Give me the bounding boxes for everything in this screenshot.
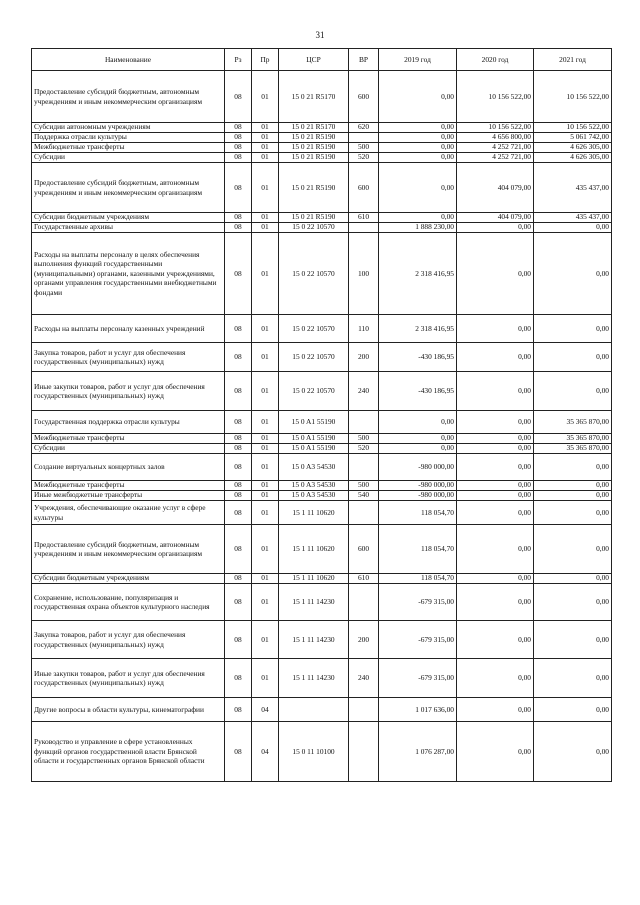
cell-name: Государственная поддержка отрасли культуры	[32, 411, 225, 434]
cell-vr: 240	[349, 372, 379, 411]
cell-rz: 08	[225, 621, 252, 659]
column-header-pr: Пр	[252, 49, 279, 71]
cell-name: Межбюджетные трансферты	[32, 434, 225, 444]
cell-rz: 08	[225, 584, 252, 621]
column-header-2021: 2021 год	[534, 49, 612, 71]
table-row	[32, 584, 612, 621]
cell-2019: 0,00	[379, 153, 457, 163]
cell-2021: 0,00	[534, 372, 612, 411]
cell-pr: 01	[252, 153, 279, 163]
cell-rz: 08	[225, 501, 252, 525]
cell-csr: 15 0 21 R5190	[279, 143, 349, 153]
cell-csr: 15 0 A1 55190	[279, 411, 349, 434]
cell-2020: 10 156 522,00	[457, 71, 534, 123]
table-row	[32, 698, 612, 722]
cell-2021: 0,00	[534, 584, 612, 621]
cell-2021: 4 626 305,00	[534, 153, 612, 163]
cell-rz: 08	[225, 143, 252, 153]
cell-vr: 500	[349, 481, 379, 491]
cell-name: Субсидии бюджетным учреждениям	[32, 574, 225, 584]
cell-2019: -679 315,00	[379, 621, 457, 659]
cell-vr	[349, 501, 379, 525]
cell-2020: 0,00	[457, 501, 534, 525]
cell-pr: 01	[252, 501, 279, 525]
budget-table	[31, 48, 612, 782]
cell-pr: 01	[252, 574, 279, 584]
cell-vr: 500	[349, 143, 379, 153]
table-row	[32, 525, 612, 574]
cell-2019: 0,00	[379, 411, 457, 434]
cell-csr: 15 0 21 R5190	[279, 163, 349, 213]
cell-rz: 08	[225, 411, 252, 434]
table-row	[32, 411, 612, 434]
cell-csr: 15 0 A3 54530	[279, 481, 349, 491]
cell-2021: 0,00	[534, 501, 612, 525]
table-row	[32, 123, 612, 133]
cell-name: Иные межбюджетные трансферты	[32, 491, 225, 501]
cell-name: Государственные архивы	[32, 223, 225, 233]
cell-name: Сохранение, использование, популяризация и государственная охрана объектов культурного наследия	[32, 584, 225, 621]
cell-rz: 08	[225, 722, 252, 782]
table-row	[32, 621, 612, 659]
cell-rz: 08	[225, 343, 252, 372]
cell-2019: 1 888 230,00	[379, 223, 457, 233]
cell-vr: 500	[349, 434, 379, 444]
cell-vr: 600	[349, 163, 379, 213]
cell-2021: 0,00	[534, 454, 612, 481]
cell-2019: 2 318 416,95	[379, 315, 457, 343]
cell-csr: 15 1 11 10620	[279, 574, 349, 584]
cell-2020: 0,00	[457, 444, 534, 454]
cell-name: Субсидии бюджетным учреждениям	[32, 213, 225, 223]
cell-csr: 15 0 21 R5190	[279, 133, 349, 143]
cell-pr: 01	[252, 123, 279, 133]
cell-name: Расходы на выплаты персоналу казенных учреждений	[32, 315, 225, 343]
cell-pr: 01	[252, 223, 279, 233]
table-row	[32, 163, 612, 213]
cell-vr: 110	[349, 315, 379, 343]
column-header-csr: ЦСР	[279, 49, 349, 71]
cell-pr: 01	[252, 525, 279, 574]
cell-2020: 0,00	[457, 584, 534, 621]
cell-rz: 08	[225, 698, 252, 722]
cell-name: Субсидии	[32, 444, 225, 454]
cell-csr: 15 1 11 14230	[279, 621, 349, 659]
cell-csr: 15 0 A1 55190	[279, 444, 349, 454]
cell-2021: 10 156 522,00	[534, 71, 612, 123]
cell-name: Иные закупки товаров, работ и услуг для обеспечения государственных (муниципальных) нужд	[32, 372, 225, 411]
table-row	[32, 434, 612, 444]
cell-csr: 15 0 A3 54530	[279, 491, 349, 501]
cell-vr: 600	[349, 71, 379, 123]
column-header-vr: ВР	[349, 49, 379, 71]
table-row	[32, 343, 612, 372]
cell-name: Расходы на выплаты персоналу в целях обеспечения выполнения функций государственными (муниципальными) органами, казенными учреждениями, органами управления государственными внебюджетными фондами	[32, 233, 225, 315]
cell-name: Субсидии	[32, 153, 225, 163]
cell-2020: 0,00	[457, 621, 534, 659]
cell-name: Предоставление субсидий бюджетным, автономным учреждениям и иным некоммерческим организациям	[32, 163, 225, 213]
cell-2019: -980 000,00	[379, 481, 457, 491]
cell-2020: 0,00	[457, 454, 534, 481]
cell-pr: 01	[252, 454, 279, 481]
cell-vr: 100	[349, 233, 379, 315]
cell-2021: 0,00	[534, 574, 612, 584]
cell-rz: 08	[225, 223, 252, 233]
table-body	[32, 71, 612, 782]
cell-2019: 0,00	[379, 143, 457, 153]
cell-2020: 404 079,00	[457, 163, 534, 213]
cell-vr	[349, 411, 379, 434]
table-row	[32, 444, 612, 454]
cell-name: Учреждения, обеспечивающие оказание услуг в сфере культуры	[32, 501, 225, 525]
column-header-2020: 2020 год	[457, 49, 534, 71]
cell-2019: 1 017 636,00	[379, 698, 457, 722]
column-header-name: Наименование	[32, 49, 225, 71]
cell-rz: 08	[225, 123, 252, 133]
cell-2019: 2 318 416,95	[379, 233, 457, 315]
cell-pr: 01	[252, 233, 279, 315]
table-row	[32, 722, 612, 782]
cell-csr: 15 0 21 R5190	[279, 213, 349, 223]
cell-vr: 610	[349, 574, 379, 584]
column-header-2019: 2019 год	[379, 49, 457, 71]
cell-csr: 15 0 22 10570	[279, 233, 349, 315]
cell-2020: 0,00	[457, 491, 534, 501]
cell-pr: 01	[252, 372, 279, 411]
table-row	[32, 491, 612, 501]
cell-2020: 0,00	[457, 343, 534, 372]
cell-2019: 0,00	[379, 434, 457, 444]
cell-2021: 35 365 870,00	[534, 434, 612, 444]
cell-2019: 118 054,70	[379, 501, 457, 525]
cell-pr: 01	[252, 411, 279, 434]
cell-2019: 118 054,70	[379, 574, 457, 584]
cell-name: Другие вопросы в области культуры, кинематографии	[32, 698, 225, 722]
cell-csr: 15 0 11 10100	[279, 722, 349, 782]
cell-rz: 08	[225, 491, 252, 501]
table-row	[32, 223, 612, 233]
cell-2020: 10 156 522,00	[457, 123, 534, 133]
cell-2021: 0,00	[534, 659, 612, 698]
cell-rz: 08	[225, 574, 252, 584]
cell-2021: 0,00	[534, 698, 612, 722]
cell-pr: 01	[252, 584, 279, 621]
cell-name: Руководство и управление в сфере установленных функций органов государственной власти Брянской области и государственных органов Брянской области	[32, 722, 225, 782]
cell-vr: 520	[349, 444, 379, 454]
cell-csr: 15 0 21 R5170	[279, 71, 349, 123]
cell-pr: 01	[252, 434, 279, 444]
cell-2019: 0,00	[379, 213, 457, 223]
cell-rz: 08	[225, 434, 252, 444]
table-row	[32, 233, 612, 315]
cell-vr	[349, 698, 379, 722]
cell-pr: 01	[252, 143, 279, 153]
cell-2020: 0,00	[457, 698, 534, 722]
cell-pr: 01	[252, 444, 279, 454]
cell-pr: 04	[252, 698, 279, 722]
cell-2021: 0,00	[534, 315, 612, 343]
cell-2020: 0,00	[457, 525, 534, 574]
cell-pr: 01	[252, 213, 279, 223]
cell-2021: 0,00	[534, 525, 612, 574]
cell-2021: 0,00	[534, 481, 612, 491]
cell-csr	[279, 698, 349, 722]
cell-2020: 0,00	[457, 722, 534, 782]
cell-rz: 08	[225, 659, 252, 698]
cell-2020: 0,00	[457, 411, 534, 434]
cell-2020: 0,00	[457, 233, 534, 315]
cell-2021: 10 156 522,00	[534, 123, 612, 133]
table-row	[32, 315, 612, 343]
cell-2019: 0,00	[379, 163, 457, 213]
cell-pr: 01	[252, 71, 279, 123]
cell-name: Закупка товаров, работ и услуг для обеспечения государственных (муниципальных) нужд	[32, 621, 225, 659]
cell-name: Субсидии автономным учреждениям	[32, 123, 225, 133]
cell-vr	[349, 223, 379, 233]
cell-2021: 5 061 742,00	[534, 133, 612, 143]
table-row	[32, 574, 612, 584]
cell-name: Создание виртуальных концертных залов	[32, 454, 225, 481]
cell-2021: 0,00	[534, 722, 612, 782]
table-row	[32, 481, 612, 491]
cell-2020: 0,00	[457, 434, 534, 444]
cell-2020: 4 656 800,00	[457, 133, 534, 143]
cell-vr: 540	[349, 491, 379, 501]
cell-vr: 240	[349, 659, 379, 698]
cell-pr: 01	[252, 491, 279, 501]
cell-rz: 08	[225, 133, 252, 143]
cell-name: Поддержка отрасли культуры	[32, 133, 225, 143]
cell-csr: 15 1 11 10620	[279, 525, 349, 574]
cell-rz: 08	[225, 525, 252, 574]
table-row	[32, 213, 612, 223]
cell-2021: 4 626 305,00	[534, 143, 612, 153]
table-row	[32, 501, 612, 525]
cell-rz: 08	[225, 444, 252, 454]
cell-csr: 15 0 A3 54530	[279, 454, 349, 481]
cell-pr: 01	[252, 315, 279, 343]
cell-2021: 435 437,00	[534, 213, 612, 223]
cell-2020: 0,00	[457, 574, 534, 584]
cell-vr: 620	[349, 123, 379, 133]
cell-2020: 0,00	[457, 481, 534, 491]
cell-2019: -430 186,95	[379, 343, 457, 372]
cell-vr: 610	[349, 213, 379, 223]
cell-csr: 15 1 11 10620	[279, 501, 349, 525]
cell-2019: 118 054,70	[379, 525, 457, 574]
cell-rz: 08	[225, 315, 252, 343]
cell-csr: 15 1 11 14230	[279, 659, 349, 698]
cell-2020: 4 252 721,00	[457, 143, 534, 153]
table-row	[32, 659, 612, 698]
cell-rz: 08	[225, 153, 252, 163]
table-row	[32, 133, 612, 143]
cell-vr	[349, 722, 379, 782]
cell-vr	[349, 133, 379, 143]
cell-csr: 15 0 A1 55190	[279, 434, 349, 444]
cell-rz: 08	[225, 454, 252, 481]
cell-2019: 1 076 287,00	[379, 722, 457, 782]
cell-rz: 08	[225, 213, 252, 223]
table-row	[32, 372, 612, 411]
cell-name: Предоставление субсидий бюджетным, автономным учреждениям и иным некоммерческим организациям	[32, 525, 225, 574]
cell-rz: 08	[225, 233, 252, 315]
cell-vr	[349, 584, 379, 621]
cell-name: Межбюджетные трансферты	[32, 143, 225, 153]
cell-rz: 08	[225, 163, 252, 213]
cell-vr: 520	[349, 153, 379, 163]
cell-2021: 0,00	[534, 491, 612, 501]
cell-2020: 0,00	[457, 372, 534, 411]
cell-2019: -679 315,00	[379, 584, 457, 621]
cell-vr	[349, 454, 379, 481]
cell-2019: 0,00	[379, 71, 457, 123]
cell-vr: 200	[349, 343, 379, 372]
cell-2020: 0,00	[457, 659, 534, 698]
cell-2021: 435 437,00	[534, 163, 612, 213]
cell-csr: 15 0 22 10570	[279, 223, 349, 233]
cell-name: Иные закупки товаров, работ и услуг для обеспечения государственных (муниципальных) нужд	[32, 659, 225, 698]
cell-pr: 01	[252, 133, 279, 143]
cell-name: Межбюджетные трансферты	[32, 481, 225, 491]
cell-csr: 15 0 22 10570	[279, 315, 349, 343]
cell-2019: -980 000,00	[379, 491, 457, 501]
cell-pr: 04	[252, 722, 279, 782]
table-row	[32, 454, 612, 481]
column-header-rz: Рз	[225, 49, 252, 71]
cell-2021: 0,00	[534, 343, 612, 372]
cell-2021: 35 365 870,00	[534, 444, 612, 454]
cell-pr: 01	[252, 659, 279, 698]
cell-pr: 01	[252, 343, 279, 372]
cell-name: Предоставление субсидий бюджетным, автономным учреждениям и иным некоммерческим организациям	[32, 71, 225, 123]
cell-2021: 0,00	[534, 621, 612, 659]
cell-rz: 08	[225, 71, 252, 123]
cell-csr: 15 0 21 R5190	[279, 153, 349, 163]
cell-2019: 0,00	[379, 133, 457, 143]
cell-csr: 15 0 21 R5170	[279, 123, 349, 133]
cell-rz: 08	[225, 481, 252, 491]
cell-pr: 01	[252, 163, 279, 213]
cell-2019: 0,00	[379, 123, 457, 133]
cell-2021: 0,00	[534, 223, 612, 233]
cell-vr: 600	[349, 525, 379, 574]
cell-2019: 0,00	[379, 444, 457, 454]
page-number: 31	[315, 30, 325, 40]
cell-2020: 0,00	[457, 223, 534, 233]
cell-2019: -430 186,95	[379, 372, 457, 411]
cell-2021: 35 365 870,00	[534, 411, 612, 434]
table-row	[32, 143, 612, 153]
header-row	[32, 49, 612, 71]
table-row	[32, 153, 612, 163]
cell-2019: -679 315,00	[379, 659, 457, 698]
cell-csr: 15 0 22 10570	[279, 343, 349, 372]
cell-2020: 0,00	[457, 315, 534, 343]
cell-pr: 01	[252, 481, 279, 491]
cell-pr: 01	[252, 621, 279, 659]
cell-csr: 15 0 22 10570	[279, 372, 349, 411]
cell-name: Закупка товаров, работ и услуг для обеспечения государственных (муниципальных) нужд	[32, 343, 225, 372]
cell-vr: 200	[349, 621, 379, 659]
cell-2019: -980 000,00	[379, 454, 457, 481]
cell-csr: 15 1 11 14230	[279, 584, 349, 621]
table-row	[32, 71, 612, 123]
cell-2020: 4 252 721,00	[457, 153, 534, 163]
cell-rz: 08	[225, 372, 252, 411]
cell-2020: 404 079,00	[457, 213, 534, 223]
cell-2021: 0,00	[534, 233, 612, 315]
